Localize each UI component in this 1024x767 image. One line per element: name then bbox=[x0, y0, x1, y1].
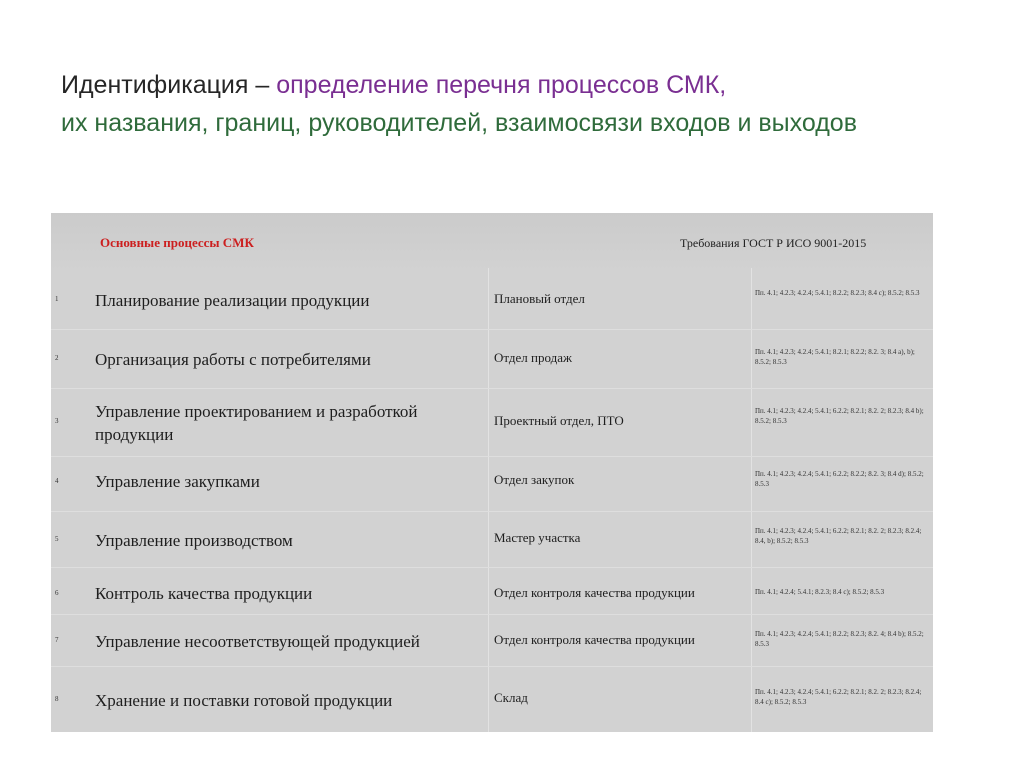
responsible-dept: Отдел контроля качества продукции bbox=[494, 585, 695, 600]
requirements-ref: Пп. 4.1; 4.2.3; 4.2.4; 5.4.1; 6.2.2; 8.2.1; 8.2. 2; 8.2.3; 8.2.4; 8.4 c); 8.5.2; 8.5.3 bbox=[755, 688, 922, 706]
table-row bbox=[51, 667, 933, 732]
table-row bbox=[51, 512, 933, 568]
table-row bbox=[51, 568, 933, 615]
table-row bbox=[51, 271, 933, 330]
row-number: 5 bbox=[55, 535, 59, 543]
responsible-dept: Проектный отдел, ПТО bbox=[494, 413, 624, 428]
requirements-ref: Пп. 4.1; 4.2.3; 4.2.4; 5.4.1; 8.2.1; 8.2.2; 8.2. 3; 8.4 a), b); 8.5.2; 8.5.3 bbox=[755, 348, 915, 366]
slide-title bbox=[61, 66, 961, 142]
row-number: 8 bbox=[55, 695, 59, 703]
header-processes: Основные процессы СМК bbox=[100, 235, 254, 250]
row-number: 7 bbox=[55, 636, 59, 644]
row-number: 6 bbox=[55, 589, 59, 597]
process-name: Контроль качества продукции bbox=[95, 584, 313, 603]
requirements-ref: Пп. 4.1; 4.2.3; 4.2.4; 5.4.1; 6.2.2; 8.2.1; 8.2. 2; 8.2.3; 8.4 b); 8.5.2; 8.5.3 bbox=[755, 407, 924, 425]
table-row bbox=[51, 615, 933, 667]
row-number: 2 bbox=[55, 354, 59, 362]
requirements-ref: Пп. 4.1; 4.2.3; 4.2.4; 5.4.1; 8.2.2; 8.2.3; 8.4 c); 8.5.2; 8.5.3 bbox=[755, 289, 920, 297]
title-purple: определение перечня процессов СМК, bbox=[276, 71, 727, 99]
table-row bbox=[51, 389, 933, 457]
process-name: Управление проектированием и разработкой продукции bbox=[95, 402, 418, 444]
responsible-dept: Склад bbox=[494, 690, 528, 705]
row-number: 4 bbox=[55, 477, 59, 485]
table-row bbox=[51, 457, 933, 512]
responsible-dept: Мастер участка bbox=[494, 530, 581, 545]
title-green: их названия, границ, руководителей, взаимосвязи входов и выходов bbox=[61, 109, 857, 137]
row-number: 1 bbox=[55, 295, 59, 303]
responsible-dept: Отдел контроля качества продукции bbox=[494, 632, 695, 647]
processes-table bbox=[51, 213, 933, 732]
requirements-ref: Пп. 4.1; 4.2.4; 5.4.1; 8.2.3; 8.4 c); 8.5.2; 8.5.3 bbox=[755, 588, 885, 596]
table-row bbox=[51, 330, 933, 389]
process-name: Управление закупками bbox=[95, 472, 260, 491]
title-lead: Идентификация – bbox=[61, 71, 277, 99]
responsible-dept: Плановый отдел bbox=[494, 291, 585, 306]
requirements-ref: Пп. 4.1; 4.2.3; 4.2.4; 5.4.1; 6.2.2; 8.2.1; 8.2. 2; 8.2.3; 8.2.4; 8.4, b); 8.5.2; 8.5.3 bbox=[755, 527, 922, 545]
responsible-dept: Отдел продаж bbox=[494, 350, 572, 365]
process-name: Управление несоответствующей продукцией bbox=[95, 632, 420, 651]
requirements-ref: Пп. 4.1; 4.2.3; 4.2.4; 5.4.1; 8.2.2; 8.2.3; 8.2. 4; 8.4 b); 8.5.2; 8.5.3 bbox=[755, 630, 924, 648]
requirements-ref: Пп. 4.1; 4.2.3; 4.2.4; 5.4.1; 6.2.2; 8.2.2; 8.2. 3; 8.4 d); 8.5.2; 8.5.3 bbox=[755, 470, 924, 488]
responsible-dept: Отдел закупок bbox=[494, 472, 575, 487]
header-requirements: Требования ГОСТ Р ИСО 9001-2015 bbox=[680, 236, 867, 250]
process-name: Хранение и поставки готовой продукции bbox=[95, 691, 393, 710]
row-number: 3 bbox=[55, 417, 59, 425]
process-name: Управление производством bbox=[95, 531, 293, 550]
process-name: Организация работы с потребителями bbox=[95, 350, 371, 369]
process-name: Планирование реализации продукции bbox=[95, 291, 370, 310]
